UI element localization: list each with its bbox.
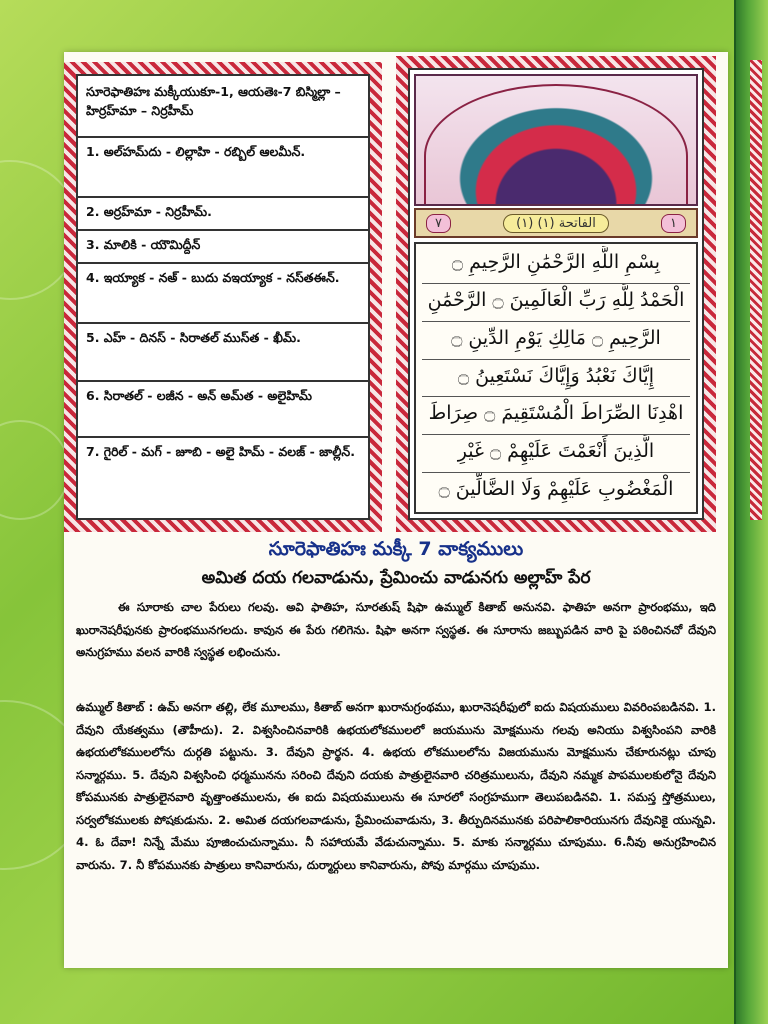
quran-panel-box — [396, 56, 716, 532]
surah-title-band — [414, 208, 698, 238]
arabic-line: الَّذِينَ أَنْعَمْتَ عَلَيْهِمْ ۝ غَيْرِ — [422, 435, 690, 473]
page-heading: సూరెఫాతిహః మక్కీ 7 వాక్యములు — [268, 538, 524, 560]
quran-panel — [408, 68, 704, 520]
ornamental-arch — [414, 74, 698, 206]
book-spine — [734, 0, 768, 1024]
table-row: 3. మాలికి - యౌమిద్దీన్ — [78, 231, 368, 264]
arabic-line: الْحَمْدُ لِلَّهِ رَبِّ الْعَالَمِينَ ۝ الرَّحْمَٰنِ — [422, 284, 690, 322]
surah-name-label: (١) الفاتحة (١) — [503, 214, 609, 233]
surah-number-label: ١ — [661, 214, 686, 233]
arch-frame — [424, 84, 688, 204]
table-row: 6. సిరాతల్ - లజీన - అన్ అమ్‌త - అలైహిమ్ — [78, 382, 368, 438]
page-subheading: అమిత దయ గలవాడును, ప్రేమించు వాడునగు అల్లాహ్ పేర — [201, 568, 591, 588]
transliteration-box — [64, 62, 382, 532]
book-page — [64, 52, 728, 968]
table-row: 4. ఇయ్యాక - నఅ్ - బుదు వఇయ్యాక - నస్‌తఈన్. — [78, 264, 368, 324]
arabic-line: الْمَغْضُوبِ عَلَيْهِمْ وَلَا الضَّالِّينَ ۝ — [438, 478, 674, 501]
arabic-text-block — [414, 242, 698, 514]
arabic-line: اهْدِنَا الصِّرَاطَ الْمُسْتَقِيمَ ۝ صِرَاطَ — [422, 397, 690, 435]
arabic-line: بِسْمِ اللَّهِ الرَّحْمَٰنِ الرَّحِيمِ ۝ — [422, 246, 690, 284]
table-row: 2. అర్రహ్‌మా - నిర్రహీమ్. — [78, 198, 368, 231]
spine-border-strip — [750, 60, 762, 520]
table-row: 7. గైరిల్ - మగ్ - జూబి - అలై హిమ్ - వలజ్ - జాల్లీన్. — [86, 444, 355, 459]
arabic-line: إِيَّاكَ نَعْبُدُ وَإِيَّاكَ نَسْتَعِينُ ۝ — [422, 360, 690, 398]
table-row: 5. ఎహ్ - దినస్ - సిరాతల్ ముస్‌త - ఖీమ్. — [78, 324, 368, 382]
transliteration-table — [76, 74, 370, 520]
background-swirl — [0, 420, 70, 520]
body-paragraph-2: ఉమ్ముల్ కితాబ్ : ఉమ్ అనగా తల్లి, లేక మూలము, కితాబ్ అనగా ఖురానుగ్రంథము, ఖురానెషరీఫులో ఐదు విషయములు వివరింపబడినవి. 1. దేవుని యేకత్వము (తౌహీదు). 2. విశ్వసించినవారికి ఉభయలోకములలో జయమును మోక్షమును గలవు అనియు విశ్వసింపని వారికి ఉభయలోకములలోను దుర్గతి పట్టును. 3. దేవుని ప్రార్థన. 4. ఉభయ లోకములలోను విజయమును మోక్షమును చేకూరునట్లు చూపు సన్మార్గము. 5. దేవుని విశ్వసించి ధర్మమునను సరించి దేవుని దయకు పాత్రులైనవారి చరిత్రములును, దేవుని నమ్మక పాపములకులోనై దేవుని కోపమునకు పాత్రులైనవారి వృత్తాంతములను, ఈ ఐదు విషయములును ఈ సూరలో సంగ్రహముగా తెలుపబడినవి. 1. సమస్త స్తోత్రములు, సర్వలోకములకు పోషకుడును. 2. అమిత దయగలవాడును, ప్రేమించువాడును, 3. తీర్పుదినమునకు పరిపాలికారియునగు దేవునికై యున్నవి. 4. ఓ దేవా! నిన్నే మేము పూజించుచున్నాము. నీ సహాయమే వేడుచున్నాము. 5. మాకు సన్మార్గము చూపుము. 6.నీవు అనుగ్రహించిన వారును. 7. నీ కోపమునకు పాత్రులు కానివారును, దుర్మార్గులు కానివారును, పోవు మార్గము చూపుము. — [76, 700, 716, 872]
arabic-line: الرَّحِيمِ ۝ مَالِكِ يَوْمِ الدِّينِ ۝ — [422, 322, 690, 360]
table-header: సూరెఫాతిహః మక్కీయుకూ-1, ఆయతెః-7 బిస్మిల్లా – హిర్రహ్‌మా – నిర్రహీమ్ — [78, 76, 368, 138]
ayah-count-label: ٧ — [426, 214, 451, 233]
body-paragraph-1: ఈ సూరాకు చాల పేరులు గలవు. అవి ఫాతిహ, సూరతుష్ షిఫా ఉమ్ముల్ కితాబ్ అనునవి. ఫాతిహ అనగా ప్రారంభము, ఇది ఖురానెషరీఫునకు ప్రారంభమునగలదు. కావున ఈ పేరు గలిగెను. షిఫా అనగా స్వస్థత. ఈ సూరాను జబ్బుపడిన వారి పై పఠించినచో దేవుని అనుగ్రహము వలన వారికి స్వస్థత లభించును. — [76, 600, 716, 659]
table-row: 1. అల్‌హమ్‌దు - లిల్లాహి - రబ్బిల్ ఆలమీన్. — [78, 138, 368, 198]
